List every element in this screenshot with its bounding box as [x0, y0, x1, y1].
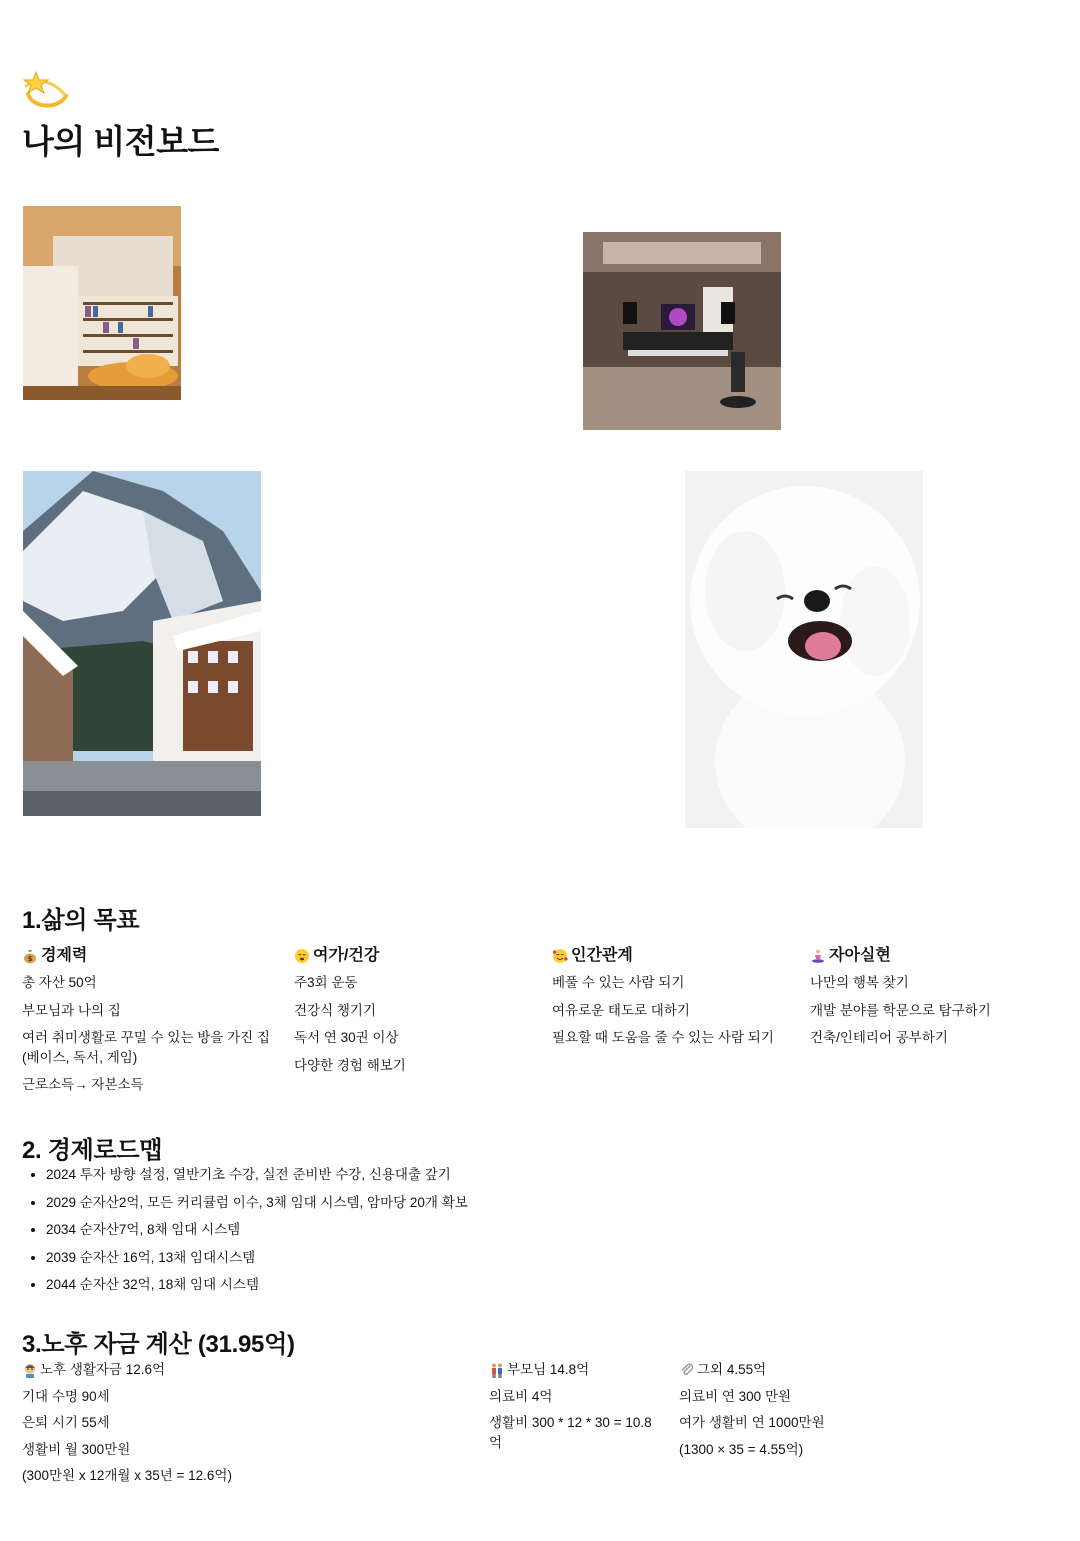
- section-title-retirement-fund: 3.노후 자금 계산 (31.95억): [22, 1331, 295, 1358]
- shooting-star-icon[interactable]: [22, 64, 70, 112]
- page-title: 나의 비전보드: [22, 123, 219, 160]
- list-item: • 2029 순자산2억, 모든 커리큘럼 이수, 3채 임대 시스템, 암마당 20개 확보: [46, 1194, 468, 1212]
- svg-text:$: $: [27, 954, 33, 963]
- goal-heading: 자아실현: [829, 947, 891, 964]
- goal-item: 필요할 때 도움을 줄 수 있는 사람 되기: [552, 1030, 774, 1046]
- retirement-item: (300만원 x 12개월 x 35년 = 12.6억): [22, 1468, 232, 1484]
- retirement-item: 의료비 연 300 만원: [679, 1388, 792, 1404]
- list-item: • 2039 순자산 16억, 13채 임대시스템: [46, 1249, 468, 1267]
- goal-item: 부모님과 나의 집: [22, 1002, 121, 1018]
- goal-item: 근로소득→ 자본소득: [22, 1077, 144, 1093]
- goal-column-self-actualization: [810, 944, 1060, 1056]
- goal-item: 베풀 수 있는 사람 되기: [552, 975, 685, 991]
- goal-column-relationships: [552, 944, 792, 1056]
- goal-item: 다양한 경험 해보기: [294, 1057, 406, 1073]
- retirement-column-living: [22, 1360, 462, 1493]
- section-title-life-goals: 1.삶의 목표: [22, 907, 140, 934]
- retirement-item: 의료비 4억: [489, 1388, 553, 1404]
- list-item: • 2024 투자 방향 설정, 열반기초 수강, 실전 준비반 수강, 신용대출 갚기: [46, 1166, 468, 1184]
- retirement-column-parents: [489, 1360, 657, 1459]
- goal-column-leisure-health: [294, 944, 524, 1083]
- meditation-person-icon: [810, 948, 826, 964]
- goal-item: 주3회 운동: [294, 975, 358, 991]
- white-bichon-dog-image[interactable]: [685, 471, 923, 828]
- roadmap-list: [22, 1166, 468, 1304]
- goal-item: 여유로운 태도로 대하기: [552, 1002, 690, 1018]
- retirement-heading: 그외 4.55억: [697, 1362, 767, 1377]
- goal-item: 나만의 행복 찾기: [810, 975, 909, 991]
- retirement-item: 생활비 월 300만원: [22, 1441, 131, 1457]
- snowy-mountain-village-image[interactable]: [23, 471, 261, 816]
- music-studio-image[interactable]: [583, 232, 781, 430]
- smiling-hearts-face-icon: [552, 948, 568, 964]
- relieved-face-icon: [294, 948, 310, 964]
- list-item: • 2034 순자산7억, 8채 임대 시스템: [46, 1221, 468, 1239]
- retirement-item: 여가 생활비 연 1000만원: [679, 1415, 825, 1431]
- retirement-item: 생활비 300 * 12 * 30 = 10.8억: [489, 1415, 652, 1450]
- goal-item: 건축/인테리어 공부하기: [810, 1030, 948, 1046]
- goal-item: 건강식 챙기기: [294, 1002, 376, 1018]
- couple-icon: [489, 1362, 505, 1378]
- old-person-icon: [22, 1362, 38, 1378]
- paperclip-icon: [679, 1362, 695, 1378]
- section-title-economic-roadmap: 2. 경제로드맵: [22, 1137, 163, 1164]
- retirement-item: 은퇴 시기 55세: [22, 1415, 110, 1431]
- goal-item: 독서 연 30권 이상: [294, 1030, 399, 1046]
- retirement-column-other: [679, 1360, 939, 1466]
- retirement-item: 기대 수명 90세: [22, 1388, 110, 1404]
- list-item: • 2044 순자산 32억, 18채 임대 시스템: [46, 1276, 468, 1294]
- money-bag-icon: [22, 948, 38, 964]
- goal-heading: 인간관계: [571, 947, 633, 964]
- goal-column-economy: [22, 944, 272, 1103]
- retirement-heading: 노후 생활자금 12.6억: [40, 1362, 166, 1377]
- goal-heading: 경제력: [41, 947, 88, 964]
- retirement-item: (1300 × 35 = 4.55억): [679, 1441, 804, 1457]
- retirement-heading: 부모님 14.8억: [507, 1362, 590, 1377]
- goal-item: 개발 분야를 학문으로 탐구하기: [810, 1002, 991, 1018]
- goal-item: 여러 취미생활로 꾸밀 수 있는 방을 가진 집 (베이스, 독서, 게임): [22, 1030, 270, 1065]
- goal-item: 총 자산 50억: [22, 975, 97, 991]
- cozy-library-room-image[interactable]: [23, 206, 181, 400]
- goal-heading: 여가/건강: [313, 947, 380, 964]
